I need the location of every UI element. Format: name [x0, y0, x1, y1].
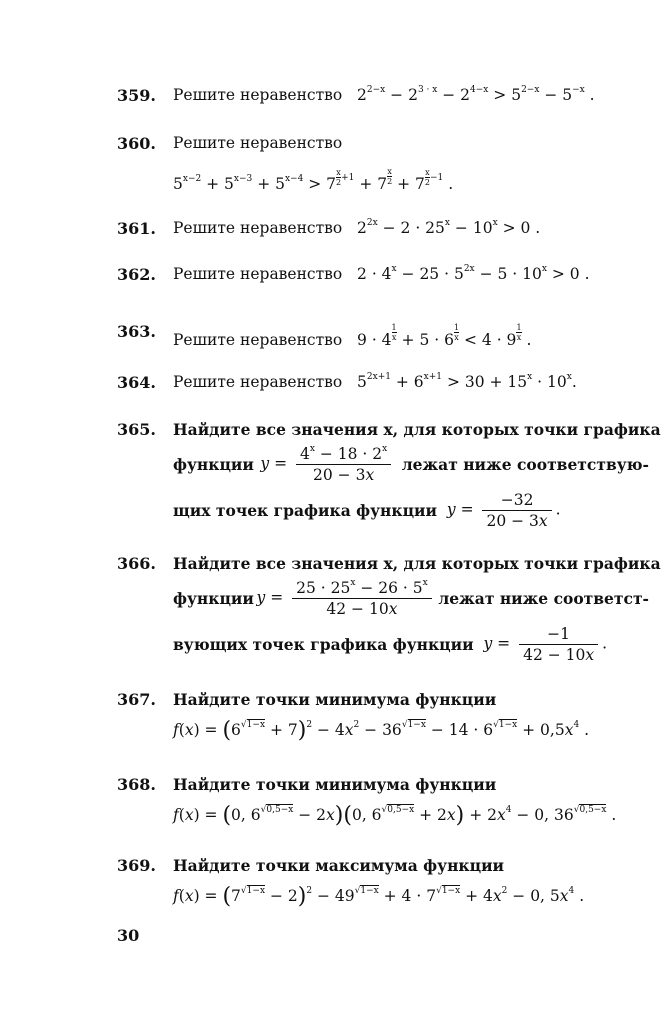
problem-line-3 — [173, 488, 561, 532]
problem-statement — [173, 265, 590, 283]
problem-line-2 — [173, 576, 649, 620]
formula: y = $\frac{-32}{20 - 3x}$ . — [446, 490, 561, 530]
formula: $f(x) = (7^{√1-x} - 2)^2 - 49^{√1-x} + 4 \cdot 7^{√1-x} + 4x^2 - 0$, $5x^4$ . — [173, 884, 585, 909]
problem-number: 364. — [117, 373, 156, 392]
problem-number: 361. — [117, 219, 156, 238]
formula: $2 \cdot 4^x - 25 \cdot 5^{2x} - 5 \cdot 10^x > 0$ . — [347, 264, 590, 283]
formula: 9 · 4 $\frac{1}{x}$ + 5 · 6 $\frac{1}{x}$ < 4 · 9 $\frac{1}{x}$ . — [347, 322, 532, 349]
problem-text: Найдите точки минимума функции — [173, 775, 497, 794]
problem-number: 362. — [117, 265, 156, 284]
problem-text: Решите неравенство — [173, 134, 343, 152]
problem-text-continued: лежат ниже соответст- — [438, 588, 649, 608]
function-word: функции — [173, 588, 254, 608]
formula: $5^{x-2} + 5^{x-3} + 5^{x-4} > 7$ $^{\frac{x}{2} +1}$ + 7 $\frac{x}{2}$ + 7 $^{\frac{x}{2} -1}$ . — [173, 166, 454, 193]
problem-number: 360. — [117, 134, 156, 153]
problem-text: Решите неравенство — [173, 265, 343, 283]
formula: $5^{2x+1} + 6^{x+1} > 30 + 15^x \cdot 10^x$. — [347, 372, 577, 391]
problem-text-continued: лежат ниже соответствую- — [401, 454, 649, 474]
formula: $2^{2x} - 2 \cdot 25^x - 10^x > 0$ . — [347, 218, 541, 237]
problem-text: Решите неравенство — [173, 331, 343, 349]
function-word: функции — [173, 454, 254, 474]
problem-statement — [173, 373, 577, 391]
problem-number: 365. — [117, 420, 156, 439]
problem-text: Решите неравенство — [173, 86, 343, 104]
problem-text-continued: щих точек графика функции — [173, 500, 438, 520]
problem-statement — [173, 219, 540, 237]
problem-text: Решите неравенство — [173, 219, 343, 237]
formula: y = $\frac{25 \cdot 25^x - 26 \cdot 5^x}{42 - 10x}$ — [257, 578, 436, 619]
page-number: 30 — [117, 926, 140, 945]
problem-text: Найдите точки максимума функции — [173, 856, 505, 875]
problem-number: 363. — [117, 322, 156, 341]
problem-number: 359. — [117, 86, 156, 105]
problem-text: Найдите все значения x, для которых точки графика — [173, 420, 661, 439]
problem-text: Решите неравенство — [173, 373, 343, 391]
problem-statement — [173, 322, 531, 349]
problem-line-3 — [173, 622, 607, 666]
problem-text-continued: вующих точек графика функции — [173, 634, 474, 654]
formula: $2^{2-x} - 2^{3 \cdot x} - 2^{4-x} > 5^{2-x} - 5^{-x}$ . — [347, 85, 595, 104]
formula: f(x) = (0, $6^{√0,5-x} - 2x)(0$, $6^{√0,5-x} + 2x) + 2x^4 - 0$, $36^{√0,5-x}$ . — [173, 803, 617, 828]
problem-number: 368. — [117, 775, 156, 794]
problem-number: 369. — [117, 856, 156, 875]
problem-statement — [173, 86, 595, 104]
problem-text: Найдите все значения x, для которых точки графика — [173, 554, 661, 573]
problem-number: 367. — [117, 690, 156, 709]
problem-text: Найдите точки минимума функции — [173, 690, 497, 709]
formula: $f(x) = (6^{√1-x} + 7)^2 - 4x^2 - 36^{√1-x} - 14 \cdot 6^{√1-x} + 0,5x^4$ . — [173, 718, 590, 743]
formula: y = $\frac{4^x - 18 \cdot 2^x}{20 - 3x}$ — [260, 444, 395, 485]
formula: y = $\frac{-1}{42 - 10x}$ . — [483, 624, 608, 664]
problem-number: 366. — [117, 554, 156, 573]
problem-line-2 — [173, 442, 649, 486]
